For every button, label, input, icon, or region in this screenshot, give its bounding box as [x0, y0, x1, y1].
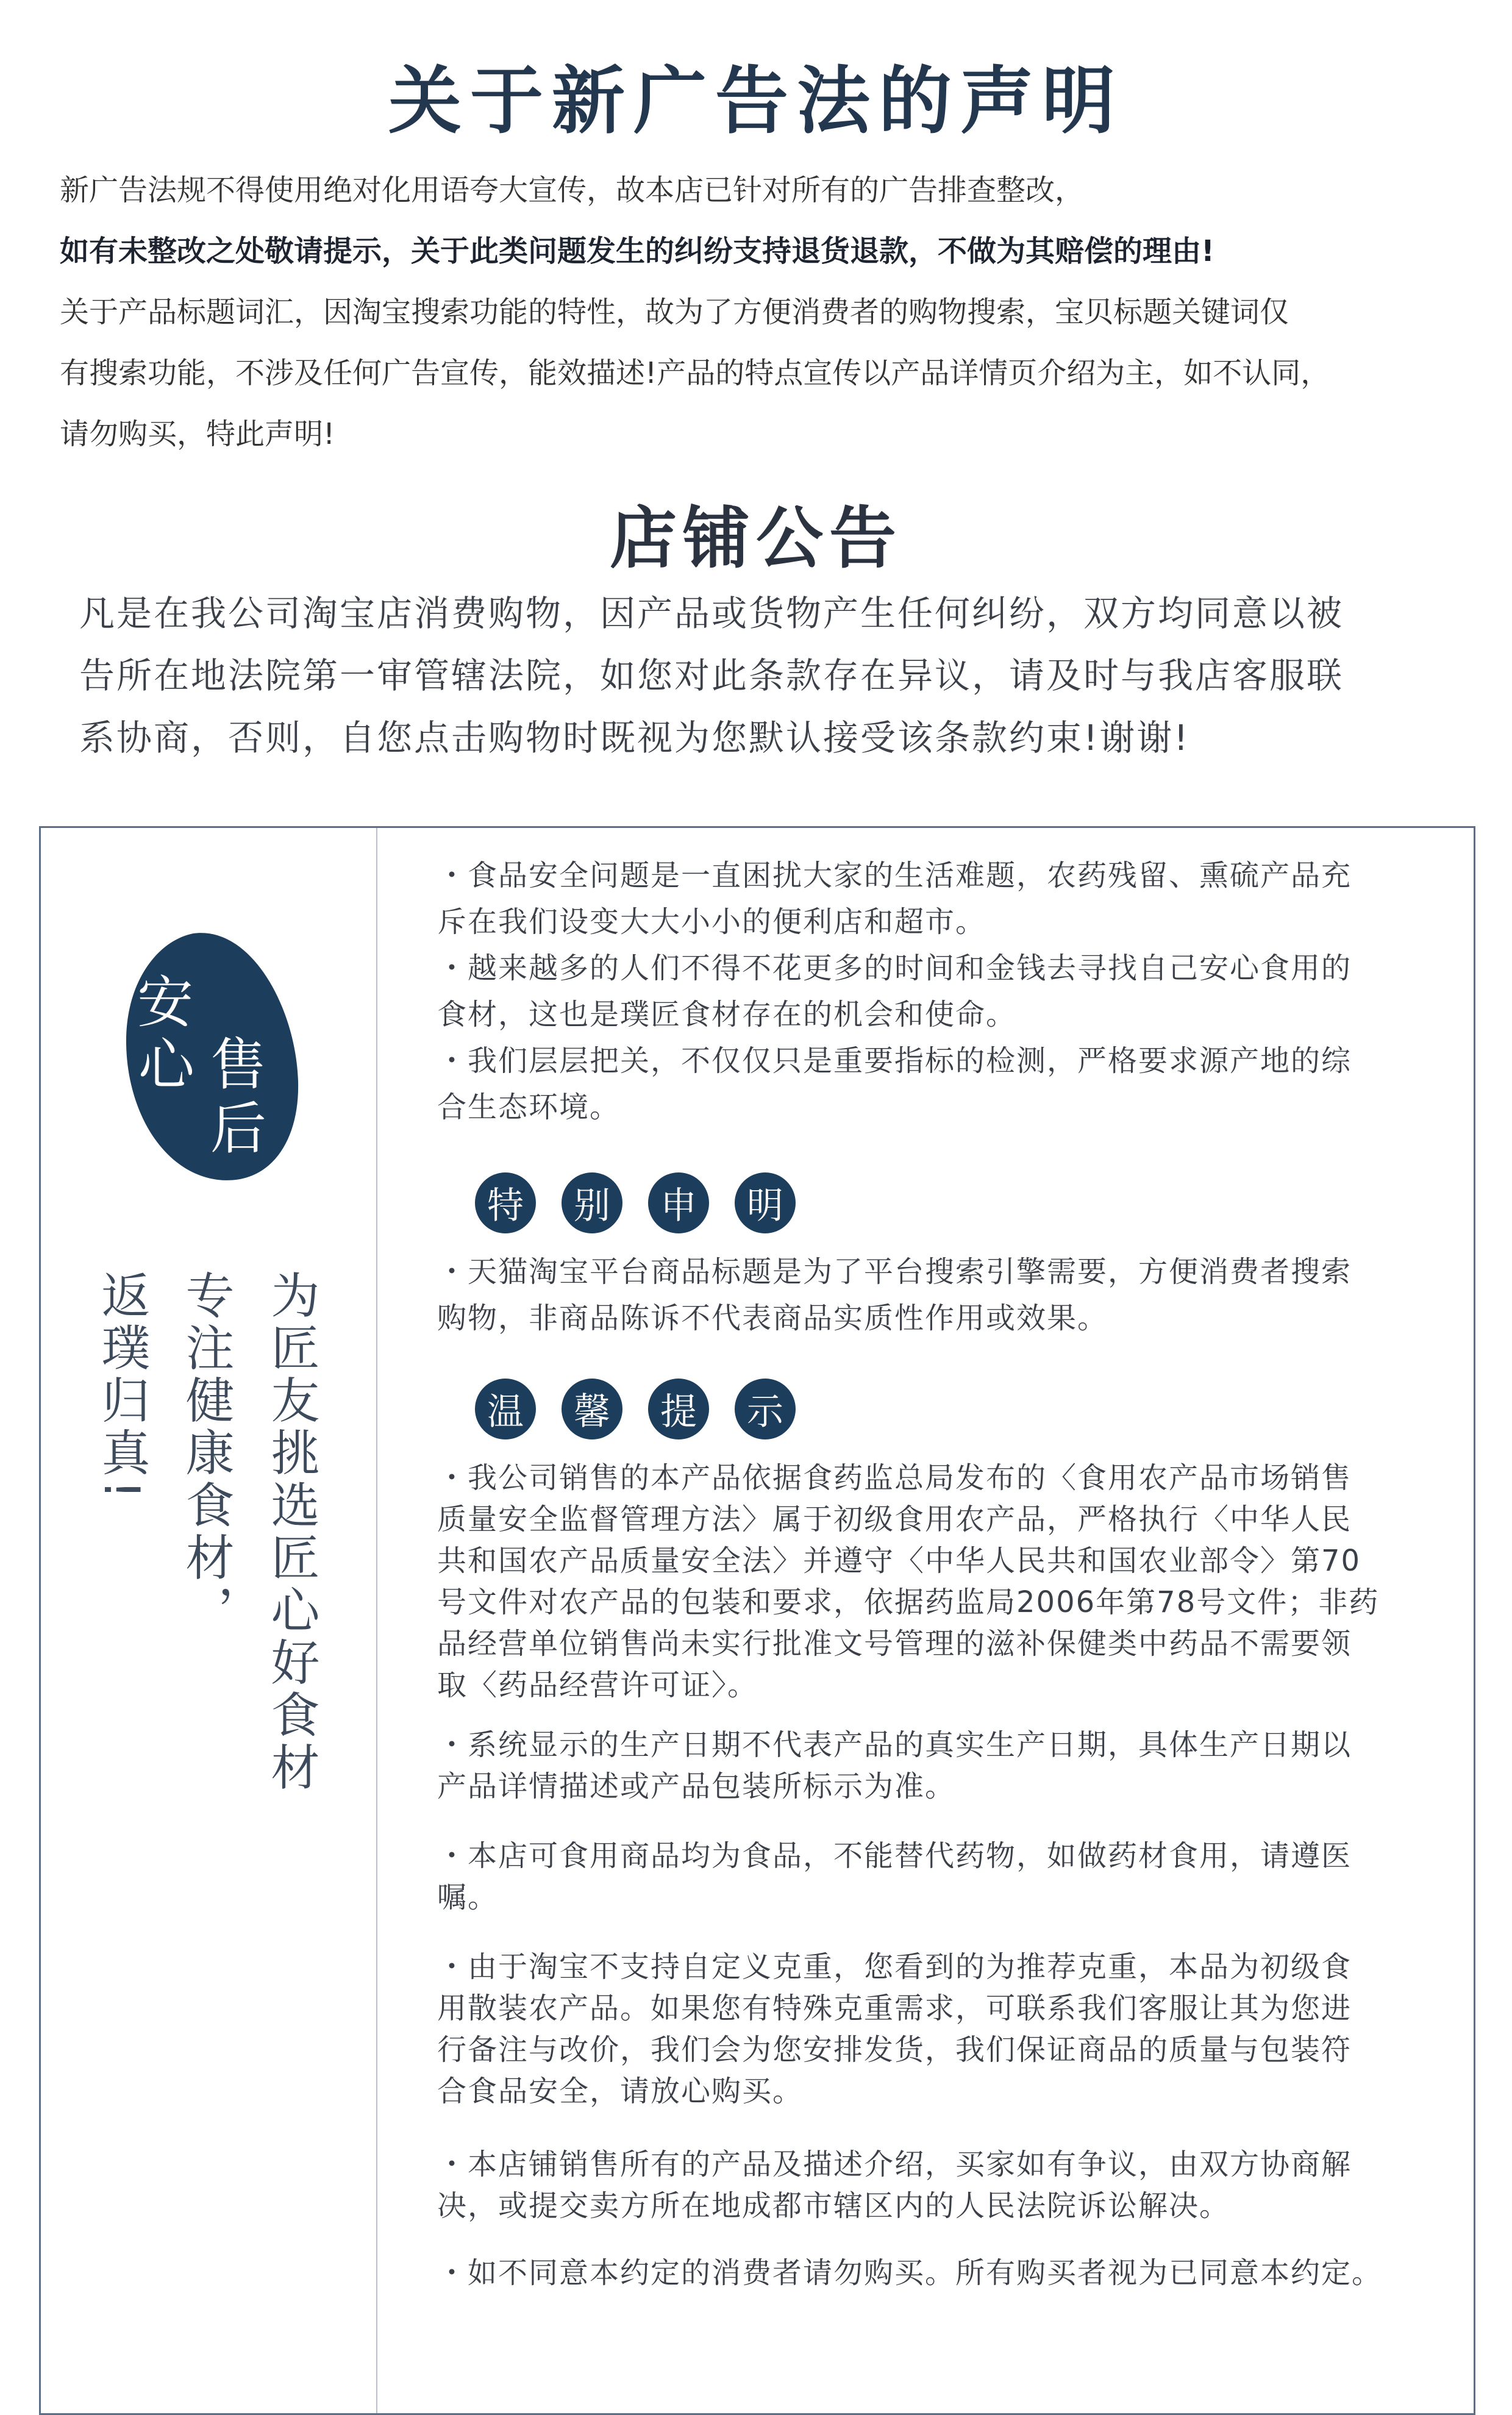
badge-char: 后 [210, 1096, 267, 1161]
slogan-column: 返璞归真! [93, 1270, 150, 1504]
intro-paragraph: ・越来越多的人们不得不花更多的时间和金钱去寻找自己安心食用的 食材，这也是璞匠食材存在的机会和使命。 [437, 951, 1352, 1032]
heading-badge: 明 [735, 1172, 796, 1233]
declaration-line: 有搜索功能，不涉及任何广告宣传，能效描述!产品的特点宣传以产品详情页介绍为主，如不认同， [60, 356, 1330, 390]
special-statement-heading [475, 1172, 796, 1233]
heading-badge: 馨 [562, 1379, 622, 1439]
declaration-line-bold: 如有未整改之处敬请提示，关于此类问题发生的纠纷支持退货退款，不做为其赔偿的理由! [60, 234, 1214, 268]
notice-line: 告所在地法院第一审管辖法院，如您对此条款存在异议，请及时与我店客服联 [79, 655, 1344, 696]
special-statement-text: ・天猫淘宝平台商品标题是为了平台搜索引擎需要，方便消费者搜索 购物，非商品陈诉不代表商品实质性作用或效果。 [437, 1255, 1352, 1335]
declaration-line: 关于产品标题词汇，因淘宝搜索功能的特性，故为了方便消费者的购物搜索，宝贝标题关键词仅 [60, 295, 1289, 329]
page-title: 关于新广告法的声明 [388, 59, 1124, 144]
tip-paragraph: ・如不同意本约定的消费者请勿购买。所有购买者视为已同意本约定。 [437, 2256, 1383, 2290]
tip-paragraph: ・我公司销售的本产品依据食药监总局发布的〈食用农产品市场销售 质量安全监督管理方法〉属于初级食用农产品，严格执行〈中华人民 共和国农产品质量安全法〉并遵守〈中华人民共和国农业部令〉第70 号文件对农产品的包装和要求，依据药监局2006年第78号文件；非药 品经营单位销售尚未实行批准文号管理的滋补保健类中药品不需要领 取〈药品经营许可证〉。 [437, 1461, 1380, 1702]
notice-line: 凡是在我公司淘宝店消费购物，因产品或货物产生任何纠纷，双方均同意以被 [79, 593, 1344, 634]
slogan-column: 专注健康食材， [177, 1270, 234, 1637]
ad-law-declaration [60, 160, 1462, 465]
heading-badge: 提 [648, 1379, 709, 1439]
store-notice-text [79, 582, 1451, 769]
intro-paragraph: ・食品安全问题是一直困扰大家的生活难题，农药残留、熏硫产品充 斥在我们设变大大小小的便利店和超市。 [437, 858, 1352, 939]
declaration-line: 新广告法规不得使用绝对化用语夸大宣传，故本店已针对所有的广告排查整改， [60, 173, 1085, 207]
intro-paragraph: ・我们层层把关，不仅仅只是重要指标的检测，严格要求源产地的综 合生态环境。 [437, 1044, 1352, 1124]
store-notice-title: 店铺公告 [610, 499, 902, 577]
after-sales-panel [39, 826, 1475, 2415]
slogan-column: 为匠友挑选匠心好食材 [263, 1270, 319, 1794]
badge-char: 售 [210, 1032, 267, 1097]
tip-paragraph: ・本店铺销售所有的产品及描述介绍，买家如有争议，由双方协商解 决，或提交卖方所在地成都市辖区内的人民法院诉讼解决。 [437, 2147, 1352, 2223]
heading-badge: 温 [475, 1379, 536, 1439]
tip-paragraph: ・本店可食用商品均为食品，不能替代药物，如做药材食用，请遵医 嘱。 [437, 1839, 1352, 1914]
declaration-line: 请勿购买，特此声明! [60, 417, 335, 451]
tip-paragraph: ・系统显示的生产日期不代表产品的真实生产日期，具体生产日期以 产品详情描述或产品包装所标示为准。 [437, 1728, 1352, 1803]
after-sales-badge [120, 929, 303, 1185]
tip-paragraph: ・由于淘宝不支持自定义克重，您看到的为推荐克重，本品为初级食 用散装农产品。如果您有特殊克重需求，可联系我们客服让其为您进 行备注与改价，我们会为您安排发货，我们保证商品的质量与包装符 合食品安全，请放心购买。 [437, 1950, 1352, 2108]
heading-badge: 别 [562, 1172, 622, 1233]
tips-heading [475, 1379, 796, 1439]
panel-divider [376, 828, 377, 2413]
heading-badge: 特 [475, 1172, 536, 1233]
heading-badge: 申 [648, 1172, 709, 1233]
badge-char: 心 [138, 1032, 195, 1097]
notice-line: 系协商，否则，自您点击购物时既视为您默认接受该条款约束!谢谢! [79, 717, 1190, 758]
badge-char: 安 [137, 970, 194, 1035]
heading-badge: 示 [735, 1379, 796, 1439]
